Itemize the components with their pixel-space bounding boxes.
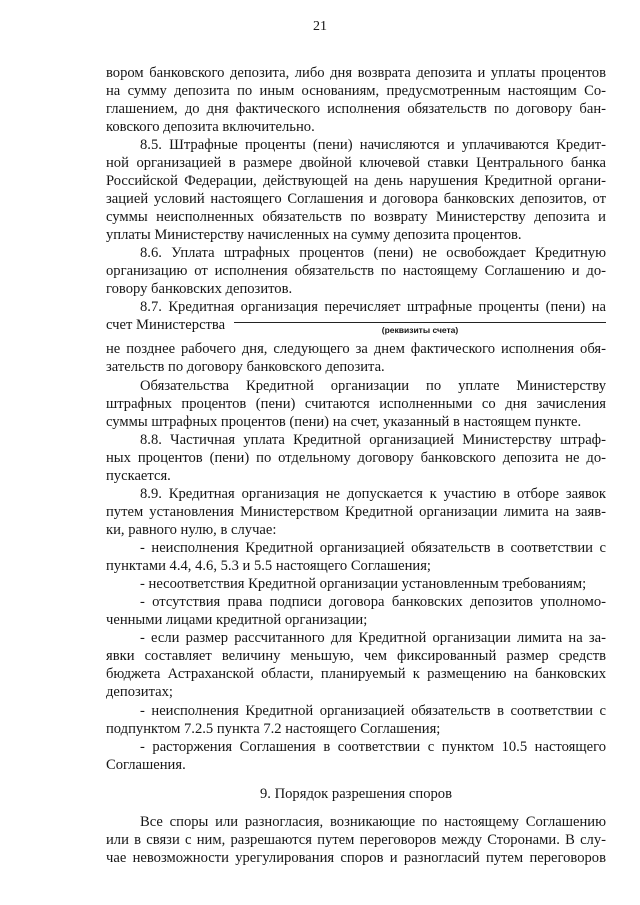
text-line: 8.7. Кредитная организация перечисляет штрафные проценты (пени) на [140, 299, 606, 315]
text-line: путем установления Министерством Кредитной организации лимита на заяв- [106, 504, 606, 520]
text-line: ных процентов (пени) по отдельному договору банковского депозита не до- [106, 450, 606, 466]
text-line: 8.5. Штрафные проценты (пени) начисляются и уплачиваются Кредит- [140, 137, 606, 153]
text-line: Все споры или разногласия, возникающие по настоящему Соглашению [140, 814, 606, 830]
blank-caption: (реквизиты счета) [381, 325, 459, 335]
text-line: вором банковского депозита, либо дня возврата депозита и уплаты процентов [106, 65, 606, 81]
text-line: бюджета Астраханской области, планируемый к размещению на банковских [106, 666, 606, 682]
text-line: суммы неисполненных обязательств по возврату Министерству депозита и [106, 209, 606, 225]
text-line: - отсутствия права подписи договора банковских депозитов уполномо- [140, 594, 606, 610]
section-heading: 9. Порядок разрешения споров [260, 786, 452, 802]
text-line: явки составляет величину меньшую, чем фиксированный размер средств [106, 648, 606, 664]
text-line: 8.9. Кредитная организация не допускается к участию в отборе заявок [140, 486, 606, 502]
text-line: или в связи с ним, разрешаются путем переговоров между Сторонами. В слу- [106, 832, 606, 848]
account-details-blank [234, 322, 606, 323]
text-line: 8.6. Уплата штрафных процентов (пени) не освобождает Кредитную [140, 245, 606, 261]
page-number: 21 [313, 19, 327, 34]
text-line: - расторжения Соглашения в соответствии с пунктом 10.5 настоящего [140, 739, 606, 755]
text-line: чае невозможности урегулирования споров и разногласий путем переговоров [106, 850, 606, 866]
text-line: ной организацией в размере двойной ключевой ставки Центрального банка [106, 155, 606, 171]
text-line: - неисполнения Кредитной организацией обязательств в соответствии с [140, 703, 606, 719]
text-line: говору банковских депозитов. [106, 281, 293, 297]
text-line: депозитах; [106, 684, 173, 700]
text-line: Российской Федерации, действующей на день нарушения Кредитной органи- [106, 173, 606, 189]
text-line: на сумму депозита по иным основаниям, предусмотренным настоящим Со- [106, 83, 606, 99]
text-line: Обязательства Кредитной организации по уплате Министерству [140, 378, 606, 394]
text-line: организацию от исполнения обязательств по настоящему Соглашению и до- [106, 263, 606, 279]
text-line: уплаты Министерству начисленных на сумму депозита процентов. [106, 227, 522, 243]
text-line: ковского депозита включительно. [106, 119, 315, 135]
text-line: ченными лицами кредитной организации; [106, 612, 368, 628]
text-line: 8.8. Частичная уплата Кредитной организацией Министерству штраф- [140, 432, 606, 448]
text-line: зательств по договору банковского депозита. [106, 359, 385, 375]
text-line: штрафных процентов (пени) считаются исполненными со дня зачисления [106, 396, 606, 412]
text-line: пунктами 4.4, 4.6, 5.3 и 5.5 настоящего Соглашения; [106, 558, 431, 574]
text-line: - несоответствия Кредитной организации установленным требованиям; [140, 576, 587, 592]
text-line: - если размер рассчитанного для Кредитной организации лимита на за- [140, 630, 606, 646]
text-line: глашением, до дня фактического исполнения обязательств по договору бан- [106, 101, 606, 117]
text-line: - неисполнения Кредитной организацией обязательств в соответствии с [140, 540, 606, 556]
text-line: зацией условий настоящего Соглашения и договора банковских депозитов, от [106, 191, 606, 207]
text-line: не позднее рабочего дня, следующего за днем фактического исполнения обя- [106, 341, 606, 357]
text-line: пускается. [106, 468, 171, 484]
text-line: ки, равного нулю, в случае: [106, 522, 277, 538]
text-line: счет Министерства [106, 317, 226, 333]
text-line: суммы штрафных процентов (пени) на счет, указанный в настоящем пункте. [106, 414, 582, 430]
text-line: подпунктом 7.2.5 пункта 7.2 настоящего Соглашения; [106, 721, 441, 737]
text-line: Соглашения. [106, 757, 186, 773]
